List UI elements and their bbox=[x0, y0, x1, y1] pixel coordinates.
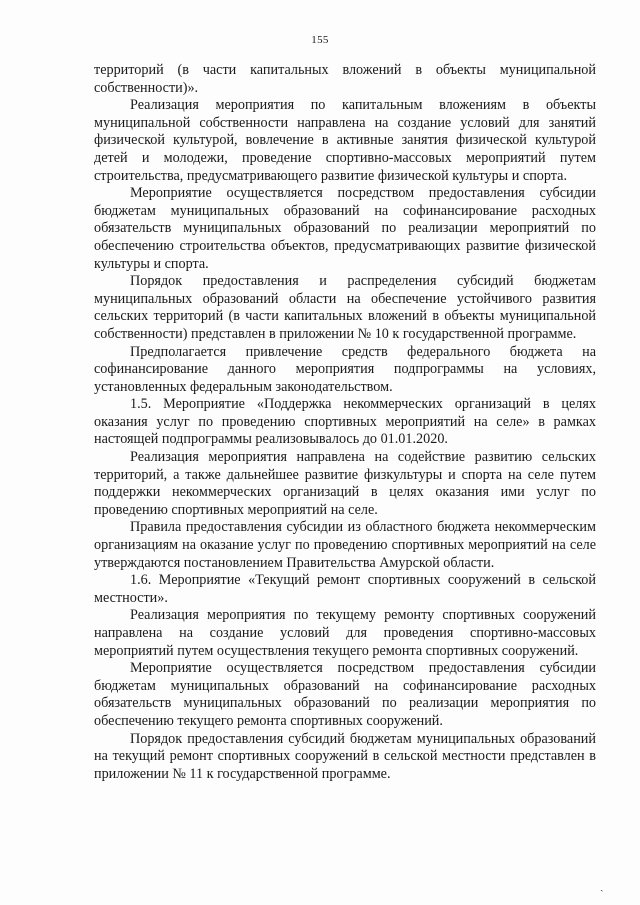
paragraph: Реализация мероприятия по капитальным вложениям в объекты муниципальной собственности направлена на создание условий для занятий физической культурой, вовлечение в активные занятия физической культурой детей и молодежи, проведение спортивно-массовых мероприятий путем строительства, предусматривающего развитие физической культуры и спорта. bbox=[94, 97, 596, 184]
paragraph: 1.6. Мероприятие «Текущий ремонт спортивных сооружений в сельской местности». bbox=[94, 572, 596, 606]
paragraph: Порядок предоставления и распределения субсидий бюджетам муниципальных образований области на обеспечение устойчивого развития сельских территорий (в части капитальных вложений в объекты муниципальной собственности) представлен в приложении № 10 к государственной программе. bbox=[94, 273, 596, 342]
paragraph: Мероприятие осуществляется посредством предоставления субсидии бюджетам муниципальных образований на софинансирование расходных обязательств муниципальных образований по реализации мероприятия по обеспечению текущего ремонта спортивных сооружений. bbox=[94, 660, 596, 729]
paragraph: Предполагается привлечение средств федерального бюджета на софинансирование данного мероприятия подпрограммы на условиях, установленных федеральным законодательством. bbox=[94, 343, 596, 395]
paragraph: Порядок предоставления субсидий бюджетам муниципальных образований на текущий ремонт спортивных сооружений в сельской местности представлен в приложении № 11 к государственной программе. bbox=[94, 730, 596, 782]
document-body bbox=[94, 62, 596, 783]
paragraph: Реализация мероприятия направлена на содействие развитию сельских территорий, а также дальнейшее развитие физкультуры и спорта на селе путем поддержки некоммерческих организаций в целях оказания ими услуг по проведению спортивных мероприятий на селе. bbox=[94, 449, 596, 518]
scan-mark: ˏ bbox=[600, 880, 604, 892]
paragraph: Правила предоставления субсидии из областного бюджета некоммерческим организациям на оказание услуг по проведению спортивных мероприятий на селе утверждаются постановлением Правительства Амурской области. bbox=[94, 519, 596, 571]
page-number: 155 bbox=[311, 34, 329, 46]
paragraph: Реализация мероприятия по текущему ремонту спортивных сооружений направлена на создание условий для проведения спортивно-массовых мероприятий путем осуществления текущего ремонта спортивных сооружений. bbox=[94, 607, 596, 659]
paragraph: 1.5. Мероприятие «Поддержка некоммерческих организаций в целях оказания услуг по проведению спортивных мероприятий на селе» в рамках настоящей подпрограммы реализовывалось до 01.01.2020. bbox=[94, 396, 596, 448]
paragraph: Мероприятие осуществляется посредством предоставления субсидии бюджетам муниципальных образований на софинансирование расходных обязательств муниципальных образований по реализации мероприятий по обеспечению строительства объектов, предусматривающих развитие физической культуры и спорта. bbox=[94, 185, 596, 272]
paragraph: территорий (в части капитальных вложений в объекты муниципальной собственности)». bbox=[94, 62, 596, 96]
